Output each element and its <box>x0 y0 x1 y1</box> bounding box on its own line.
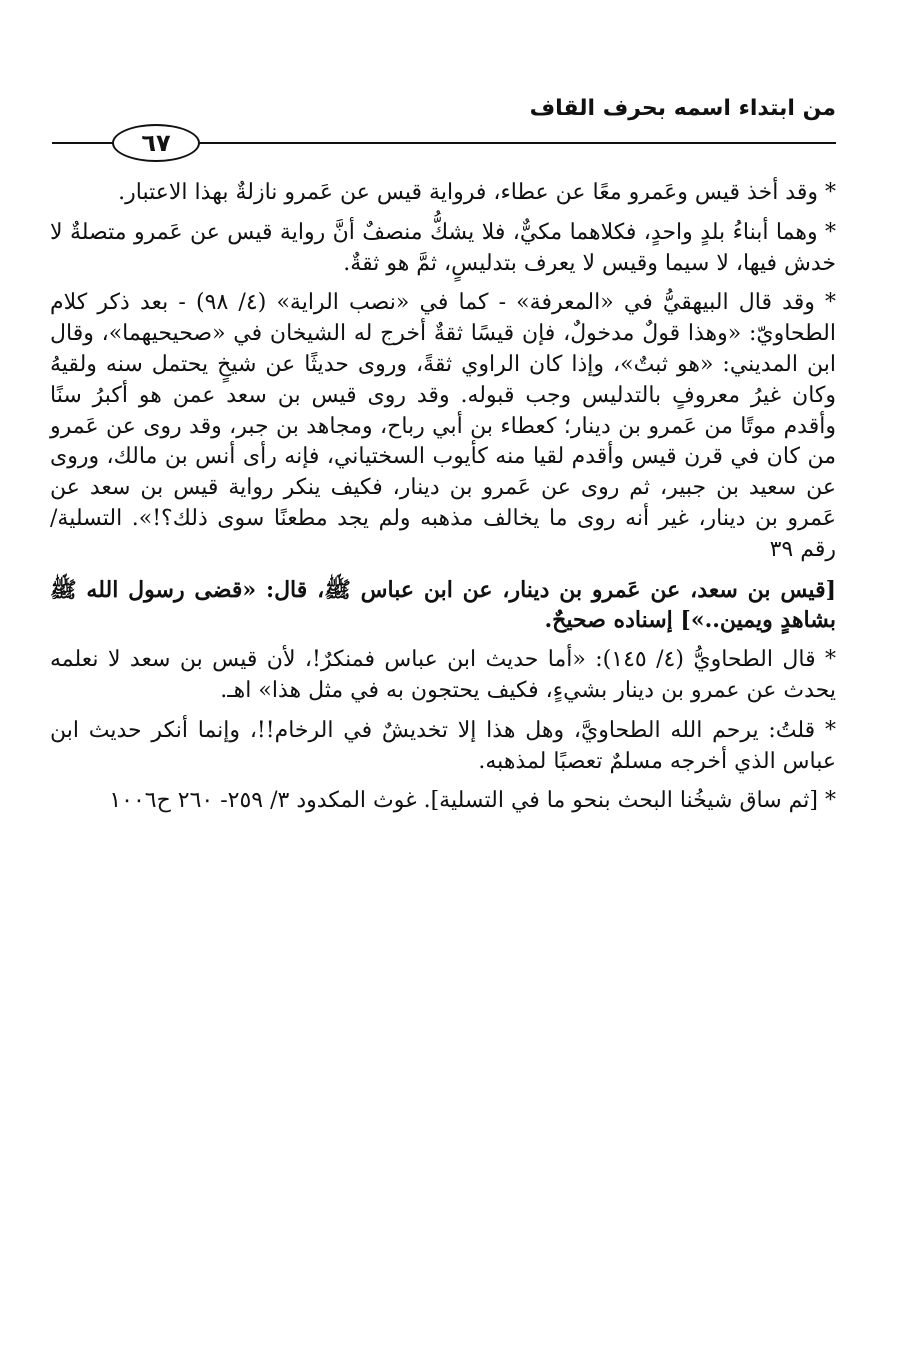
page-body <box>50 178 836 826</box>
paragraph: * قلتُ: يرحم الله الطحاويَّ، وهل هذا إلا تخديشٌ في الرخام!!، وإنما أنكر حديث ابن عباس الذي أخرجه مسلمٌ تعصبًا لمذهبه. <box>50 717 836 774</box>
paragraph: * [ثم ساق شيخُنا البحث بنحو ما في التسلية]. غوث المكدود ٣/ ٢٥٩- ٢٦٠ ح١٠٠٦ <box>109 788 836 814</box>
hadith-paragraph: [قيس بن سعد، عن عَمرو بن دينار، عن ابن عباس ﷺ، قال: «قضى رسول الله ﷺ بشاهدٍ ويمين..»] إسناده صحيحٌ. <box>50 576 836 634</box>
page-header <box>52 88 836 178</box>
running-title: من ابتداء اسمه بحرف القاف <box>529 96 836 121</box>
page-number: ٦٧ <box>112 124 200 162</box>
paragraph: * وقد قال البيهقيُّ في «المعرفة» - كما في «نصب الراية» (٤/ ٩٨) - بعد ذكر كلام الطحاويّ: «وهذا قولٌ مدخولٌ، فإن قيسًا ثقةٌ أخرج له الشيخان في «صحيحيهما»، وقال ابن المديني: «هو ثبتٌ»، وإذا كان الراوي ثقةً، وروى حديثًا عن شيخٍ يحتمل سنه ولقيهُ وكان غيرُ معروفٍ بالتدليس وجب قبوله. وقد روى قيس بن سعد عمن هو أكبرُ سنًا وأقدم موتًا من عَمرو بن دينار؛ كعطاء بن أبي رباح، ومجاهد بن جبر، وقد روى عن عَمرو من كان في قرن قيس وأقدم لقيا منه كأيوب السختياني، فإنه رأى أنس بن مالك، وروى عن سعيد بن جبير، ثم روى عن عَمرو بن دينار، فكيف ينكر رواية قيس بن سعد عن عَمرو بن دينار، غير أنه روى ما يخالف مذهبه ولم يجد مطعنًا سوى ذلك؟!». التسلية/ رقم ٣٩ <box>50 290 837 562</box>
paragraph: * وقد أخذ قيس وعَمرو معًا عن عطاء، فرواية قيس عن عَمرو نازلةٌ بهذا الاعتبار. <box>118 180 836 205</box>
paragraph: * قال الطحاويُّ (٤/ ١٤٥): «أما حديث ابن عباس فمنكرٌ!، لأن قيس بن سعد لا نعلمه يحدث عن عمرو بن دينار بشيءٍ، فكيف يحتجون به في مثل هذا» اهـ. <box>50 647 836 703</box>
paragraph: * وهما أبناءُ بلدٍ واحدٍ، فكلاهما مكيٌّ، فلا يشكُّ منصفٌ أنَّ رواية قيس عن عَمرو متصلةٌ لا خدش فيها، لا سيما وقيس لا يعرف بتدليسٍ، ثمَّ هو ثقةٌ. <box>50 219 836 276</box>
